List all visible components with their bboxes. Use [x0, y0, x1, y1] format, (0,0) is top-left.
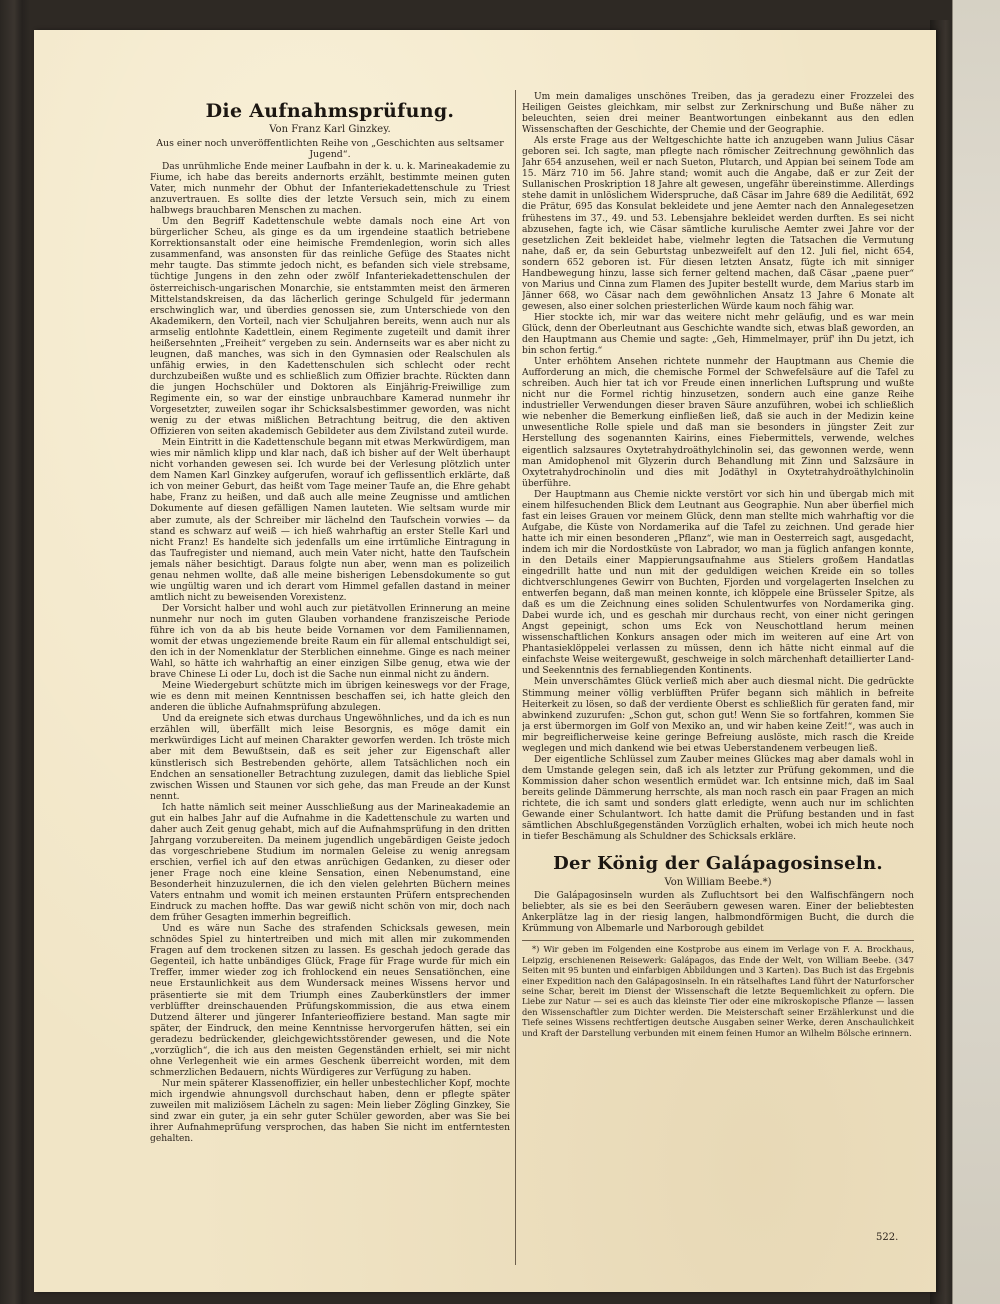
article-byline: Von Franz Karl Ginzkey. — [269, 124, 391, 135]
paragraph: Nur mein späterer Klassenoffizier, ein heller unbestechlicher Kopf, mochte mich irgendwie ahnungsvoll durchschaut haben, denn er pflegte später zuweilen mit maliziösem Lächeln zu sagen: Mein lieber Zögling Ginzkey, Sie sind zwar ein guter, ja ein sehr guter Schüler geworden, aber was Sie bei ihrer Aufnahmeprüfung versprochen, das haben Sie nicht im entferntesten gehalten. — [150, 1078, 510, 1145]
paragraph: Der Hauptmann aus Chemie nickte verstört vor sich hin und übergab mich mit einem hilfesuchenden Blick dem Leutnant aus Geographie. Nun aber überfiel mich fast ein leises Grauen vor meinem Glück, denn man stellte mich wahrhaftig vor die Aufgabe, die Küste von Nordamerika auf die Tafel zu zeichnen. Und gerade hier hatte ich mir einen besonderen „Pflanz“, wie man in Oesterreich sagt, ausgedacht, indem ich mir die Nordostküste von Labrador, wo man ja füglich anfangen konnte, in den Details einer Mappierungsaufnahme aus Stielers großem Handatlas eingedrillt hatte und nun mit der geduldigen weichen Kreide ein so tolles dichtverschlungenes Gewirr von Buchten, Fjorden und vorgelagerten Inselchen zu entwerfen begann, daß man meinen konnte, ich klöppele eine Brüsseler Spitze, als daß es um die Zeichnung eines soliden Schulentwurfes von Nordamerika ging. Dabei wurde ich, und es geschah mir durchaus recht, von einer nicht geringen Angst gepeinigt, schon ums Eck von Neuschottland herum meinen wissenschaftlichen Konkurs ansagen oder mich im weiteren auf eine Art von Phantasieklöppelei verlassen zu müssen, denn ich hätte nicht einmal auf die einfachste Weise weitergewußt, geschweige in solch märchenhaft detaillierter Land- und Seekenntnis des fernabliegenden Kontinents. — [522, 489, 914, 677]
paragraph: Ich hatte nämlich seit meiner Ausschließung aus der Marineakademie an gut ein halbes Jahr auf die Aufnahme in die Kadettenschule zu warten und daher auch Zeit genug gehabt, mich auf die Aufnahmsprüfung in den dritten Jahrgang vorzubereiten. Da meinem jugendlich ungebärdigen Geiste jedoch das vorgeschriebene Studium im normalen Geleise zu wenig anregsam erschien, verfiel ich auf den etwas anrüchigen Gedanken, zu dieser oder jener Frage noch eine kleine Sensation, einen Nebenumstand, eine Besonderheit hinzuzulernen, die ich den vielen gelehrten Büchern meines Vaters entnahm und womit ich meinen erstaunten Prüfern entsprechenden Eindruck zu machen hoffte. Das war gewiß nicht schön von mir, doch nach dem früher Gesagten immerhin begreiflich. — [150, 802, 510, 924]
article-subtitle: Aus einer noch unveröffentlichten Reihe von „Geschichten aus seltsamer Jugend“. — [156, 138, 504, 160]
paragraph: Und da ereignete sich etwas durchaus Ungewöhnliches, und da ich es nun erzählen will, überfällt mich leise Besorgnis, es möge damit ein merkwürdiges Licht auf meinen Charakter geworfen werden. Ich tröste mich aber mit dem Bewußtsein, daß es seit jeher zur Eigenschaft aller künstlerisch sich Bestrebenden gehörte, allem Tatsächlichen noch ein Endchen an sensationeller Betrachtung zuzulegen, damit das liebliche Spiel zwischen Wissen und Staunen vor sich gehe, das man Freude an der Kunst nennt. — [150, 714, 510, 802]
paragraph: Das unrühmliche Ende meiner Laufbahn in der k. u. k. Marineakademie zu Fiume, ich habe das bereits andernorts erzählt, bestimmte meinen guten Vater, mich nunmehr der Obhut der Infanteriekadettenschule zu Triest anzuvertrauen. Es sollte dies der letzte Versuch sein, mich zu einem halbwegs brauchbaren Menschen zu machen. — [150, 162, 510, 217]
second-article-title: Der König der Galápagosinseln. — [553, 853, 883, 875]
paragraph: Der eigentliche Schlüssel zum Zauber meines Glückes mag aber damals wohl in dem Umstande gelegen sein, daß ich als letzter zur Prüfung gekommen, und die Kommission daher schon wesentlich ermüdet war. Ich entsinne mich, daß im Saal bereits gelinde Dämmerung herrschte, als man noch rasch ein paar Fragen an mich richtete, die ich samt und sonders glatt erledigte, wenn auch nur im schlichten Gewande einer Schulantwort. Ich hatte damit die Prüfung bestanden und in fast sämtlichen Abschlußgegenständen Vorzüglich erhalten, wobei ich mich heute noch in tiefer Beschämung als Schuldner des Schicksals erkläre. — [522, 754, 914, 843]
paragraph: Um mein damaliges unschönes Treiben, das ja geradezu einer Frozzelei des Heiligen Geistes gleichkam, mir selbst zur Zerknirschung und Buße näher zu beleuchten, seien drei meiner Beantwortungen einbekannt aus den edlen Wissenschaften der Geschichte, der Chemie und der Geographie. — [522, 92, 914, 136]
paragraph: Der Vorsicht halber und wohl auch zur pietätvollen Erinnerung an meine nunmehr nur noch im guten Glauben vorhandene franziszeische Periode führe ich von da ab bis heute beide Vornamen vor dem Familiennamen, womit der etwas ungeziemende breite Raum ein für allemal entschuldigt sei, den ich in der Nomenklatur der Sterblichen einnehme. Ginge es nach meiner Wahl, so hätte ich wahrhaftig an einer einzigen Silbe genug, etwa wie der brave Chinese Li oder Lu, doch ist die Sache nun einmal nicht zu ändern. — [150, 603, 510, 681]
newspaper-page — [34, 30, 936, 1292]
paragraph: Meine Wiedergeburt schützte mich im übrigen keineswegs vor der Frage, wie es denn mit meinen Kenntnissen beschaffen sei, ich hatte gleich den anderen die übliche Aufnahmsprüfung abzulegen. — [150, 681, 510, 714]
paragraph: Und es wäre nun Sache des strafenden Schicksals gewesen, mein schnödes Spiel zu hintertreiben und mich mit allen mir zukommenden Fragen auf dem trockenen sitzen zu lassen. Es geschah jedoch gerade das Gegenteil, ich hatte unbändiges Glück, Frage für Frage wurde für mich ein Treffer, immer wieder zog ich frohlockend ein neues Sensatiönchen, eine neue Erstaunlichkeit aus dem Wundersack meines Wissens hervor und präsentierte sie mit dem Triumph eines Zauberkünstlers der immer verblüffter dreinschauenden Prüfungskommission, die aus etwa einem Dutzend älterer und jüngerer Infanterieoffiziere bestand. Man sagte mir später, der Eindruck, den meine Kenntnisse hervorgerufen hätten, sei ein geradezu bedrückender, gleichgewichtsstörender gewesen, und die Note „vorzüglich“, die ich aus den meisten Gegenständen erhielt, sei mir nicht ohne Verlegenheit wie ein armes Geschenk überreicht worden, mit dem schmerzlichen Bedauern, nichts Würdigeres zur Verfügung zu haben. — [150, 924, 510, 1078]
footnote-rule — [522, 940, 914, 941]
paragraph: Unter erhöhtem Ansehen richtete nunmehr der Hauptmann aus Chemie die Aufforderung an mich, die chemische Formel der Schwefelsäure auf die Tafel zu schreiben. Auch hier tat ich vor Freude einen innerlichen Luftsprung und wußte nicht nur die Formel richtig hinzusetzen, sondern auch eine ganze Reihe industrieller Verwendungen dieser braven Säure anzuführen, wobei ich schließlich wie nebenher die Bemerkung einfließen ließ, daß sie auch in der Medizin keine unwesentliche Rolle spiele und daß man sie besonders in jüngster Zeit zur Herstellung des sogenannten Kairins, eines Fiebermittels, verwende, welches eigentlich salzsaures Oxytetrahydroäthylchinolin sei, das gewonnen werde, wenn man Amidophenol mit Glyzerin durch Behandlung mit Zinn und Salzsäure in Oxytetrahydrochinolin und dies mit Jodäthyl in Oxytetrahydroäthylchinolin überführe. — [522, 357, 914, 489]
paragraph: Um den Begriff Kadettenschule webte damals noch eine Art von bürgerlicher Scheu, als ginge es da um irgendeine staatlich betriebene Korrektionsanstalt oder eine heimische Fremdenlegion, worin sich alles zusammenfand, was ansonsten für das reinliche Gefüge des Staates nicht mehr taugte. Das stimmte jedoch nicht, es befanden sich viele strebsame, tüchtige Jungens in den zehn oder zwölf Infanteriekadettenschulen der österreichisch-ungarischen Monarchie, sie entstammten meist den ärmeren Mittelstandskreisen, da das lächerlich geringe Schulgeld für jedermann erschwinglich war, und überdies genossen sie, zum Unterschiede von den Akademikern, den Vorteil, nach vier Schuljahren bereits, wenn auch nur als armselig entlohnte Kadettlein, einem Regimente zugeteilt und damit ihrer heißersehnten „Freiheit“ vergeben zu sein. Andernseits war es aber nicht zu leugnen, daß manches, was sich in den Gymnasien oder Realschulen als unfähig erwies, in den Kadettenschulen sich schlecht oder recht durchzubeißen wußte und es schließlich zum Offizier brachte. Rückten dann die jungen Hochschüler und Doktoren als Einjährig-Freiwillige zum Regimente ein, so war der einstige unbrauchbare Kamerad nunmehr ihr Vorgesetzter, zuweilen sogar ihr Schicksalsbestimmer geworden, was nicht wenig zu der etwas mißlichen Betrachtung beitrug, die den aktiven Offizieren von seiten akademisch Gebildeter aus dem Zivilstand zuteil wurde. — [150, 217, 510, 438]
second-article-byline: Von William Beebe.*) — [664, 877, 772, 889]
left-column — [150, 92, 510, 1242]
paragraph: Als erste Frage aus der Weltgeschichte hatte ich anzugeben wann Julius Cäsar geboren sei. Ich sagte, man pflegte nach römischer Zeitrechnung gewöhnlich das Jahr 654 anzusehen, weil er nach Sueton, Plutarch, und Appian bei seinem Tode am 15. März 710 im 56. Jahre stand; womit auch die Angabe, daß er zur Zeit der Sullanischen Proskription 18 Jahre alt gewesen, ungefähr übereinstimme. Allerdings stehe damit in unlöslichem Widerspruche, daß Cäsar im Jahre 689 die Aedilität, 692 die Prätur, 695 das Konsulat bekleidete und jene Aemter nach den Annalegesetzen frühestens im 37., 49. und 53. Lebensjahre bekleidet werden durften. Es sei nicht abzusehen, fagte ich, wie Cäsar sämtliche kurulische Aemter zwei Jahre vor der gesetzlichen Zeit bekleidet habe, vielmehr legten die Tatsachen die Vermutung nahe, daß er, da sein Geburtstag unbezweifelt auf den 12. Juli fiel, nicht 654, sondern 652 geboren ist. Für diesen letzten Ansatz, fügte ich mit sinniger Handbewegung hinzu, lasse sich ferner geltend machen, daß Cäsar „paene puer“ von Marius und Cinna zum Flamen des Jupiter bestellt wurde, dem Marius starb im Jänner 668, wo Cäsar nach dem gewöhnlichen Ansatz 13 Jahre 6 Monate alt gewesen, also einer solchen priesterlichen Würde kaum noch fähig war. — [522, 136, 914, 312]
article-title: Die Aufnahmsprüfung. — [205, 100, 455, 122]
paragraph: Die Galápagosinseln wurden als Zufluchtsort bei den Walfischfängern noch beliebter, als sie es bei den Seeräubern gewesen waren. Einer der beliebtesten Ankerplätze lag in der riesig langen, halbmondförmigen Bucht, die durch die Krümmung von Albemarle und Narborough gebildet — [522, 891, 914, 935]
paragraph: Mein Eintritt in die Kadettenschule begann mit etwas Merkwürdigem, man wies mir nämlich klipp und klar nach, daß ich bisher auf der Welt überhaupt nicht vorhanden gewesen sei. Ich wurde bei der Verlesung plötzlich unter dem Namen Karl Ginzkey aufgerufen, worauf ich geflissentlich erklärte, daß ich von meiner Geburt, das heißt vom Tage meiner Taufe an, die Ehre gehabt habe, Franz zu heißen, und daß auch alle meine Zeugnisse und amtlichen Dokumente auf diesen gefälligen Namen lauteten. Wie seltsam wurde mir aber zumute, als der Schreiber mir lächelnd den Taufschein vorwies — da stand es schwarz auf weiß — ich hieß wahrhaftig an erster Stelle Karl und nicht Franz! Es handelte sich jedenfalls um eine irrtümliche Eintragung in das Taufregister und niemand, auch mein Vater nicht, hatte den Taufschein jemals näher besichtigt. Daraus folgte nun aber, wenn man es polizeilich genau nehmen wollte, daß alle meine bisherigen Lebensdokumente so gut wie ungültig waren und ich derart vom Himmel gefallen dastand in meiner amtlich nicht zu beweisenden Vorexistenz. — [150, 438, 510, 603]
right-column — [522, 92, 914, 1256]
cover-board-edge — [952, 0, 1000, 1304]
footnote: *) Wir geben im Folgenden eine Kostprobe aus einem im Verlage von F. A. Brockhaus, Leipzig, erschienenen Reisewerk: Galápagos, das Ende der Welt, von William Beebe. (347 Seiten mit 95 bunten und einfarbigen Abbildungen und 3 Karten). Das Buch ist das Ergebnis einer Expedition nach den Galápagosinseln. In ein rätselhaftes Land führt der Naturforscher seine Schar, bereit im Dienst der Wissenschaft die letzte Bequemlichkeit zu opfern. Die Liebe zur Natur — sei es auch das kleinste Tier oder eine mikroskopische Pflanze — lassen den Wissenschaftler zum Dichter werden. Die Meisterschaft seiner Erzählerkunst und die Tiefe seines Wissens rechtfertigen deutsche Ausgaben seiner Werke, deren Anschaulichkeit und Kraft der Darstellung verbunden mit einem feinen Humor an Wilhelm Bölsche erinnern. — [522, 944, 914, 1038]
column-divider — [515, 90, 516, 1265]
paragraph: Hier stockte ich, mir war das weitere nicht mehr geläufig, und es war mein Glück, denn der Oberleutnant aus Geschichte wandte sich, etwas blaß geworden, an den Hauptmann aus Chemie und sagte: „Geh, Himmelmayer, prüf' ihn Du jetzt, ich bin schon fertig.“ — [522, 312, 914, 357]
page-number: 522. — [876, 1232, 899, 1243]
paragraph: Mein unverschämtes Glück verließ mich aber auch diesmal nicht. Die gedrückte Stimmung meiner völlig verblüfften Prüfer begann sich mählich in befreite Heiterkeit zu lösen, so daß der verdiente Oberst es schließlich für geraten fand, mir abwinkend zuzurufen: „Schon gut, schon gut! Wenn Sie so fortfahren, kommen Sie ja erst übermorgen im Golf von Mexiko an, und wir haben keine Zeit!“, was auch in mir begreiflicherweise keine geringe Befreiung auslöste, mich rasch die Kreide weglegen und mich dankend wie bei etwas Ueberstandenem verbeugen ließ. — [522, 677, 914, 754]
